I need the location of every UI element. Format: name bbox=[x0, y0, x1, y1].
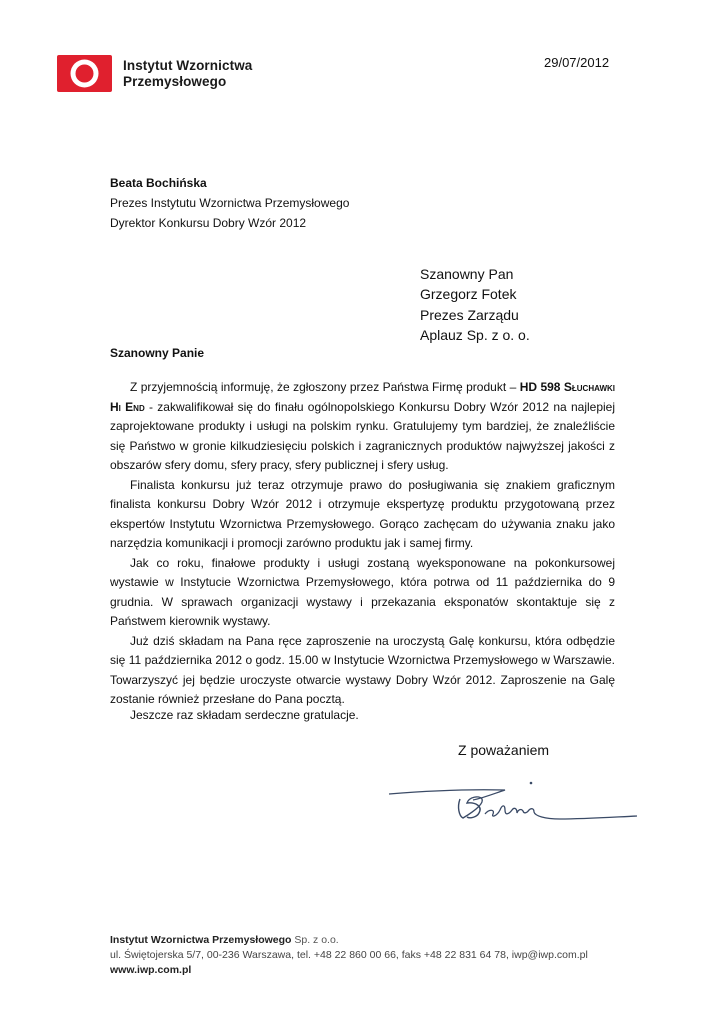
footer-company-suffix: Sp. z o.o. bbox=[291, 934, 339, 946]
logo-name-line1: Instytut Wzornictwa bbox=[123, 58, 253, 73]
logo-icon bbox=[57, 55, 112, 92]
footer-address: ul. Świętojerska 5/7, 00-236 Warszawa, tel. +48 22 860 00 66, faks +48 22 831 64 78, iwp@iwp.com.pl bbox=[110, 949, 588, 961]
product-name: HD 598 Słuchawki Hi End bbox=[110, 380, 615, 414]
paragraph-2: Finalista konkursu już teraz otrzymuje prawo do posługiwania się znakiem graficznym finalista konkursu Dobry Wzór 2012 i otrzymuje ekspertyzę produktu przygotowaną przez ekspertów Instytutu Wzornictwa Przemysłowego. Gorąco zachęcam do używania znaku jako narzędzia komunikacji i promocji zarówno produktu jak i samej firmy. bbox=[110, 477, 615, 550]
closing-line: Jeszcze raz składam serdeczne gratulacje. bbox=[130, 708, 359, 722]
footer-company bbox=[110, 934, 339, 946]
salutation: Szanowny Panie bbox=[110, 346, 205, 360]
recipient-name: Grzegorz Fotek bbox=[420, 286, 517, 302]
recipient-greeting: Szanowny Pan bbox=[420, 266, 514, 282]
footer-company-name: Instytut Wzornictwa Przemysłowego bbox=[110, 934, 292, 946]
paragraph-1-intro: Z przyjemnością informuję, że zgłoszony przez Państwa Firmę produkt – bbox=[130, 380, 520, 394]
sender-title: Prezes Instytutu Wzornictwa Przemysłowego bbox=[110, 196, 350, 210]
recipient-title: Prezes Zarządu bbox=[420, 307, 519, 323]
paragraph-3: Jak co roku, finałowe produkty i usługi zostaną wyeksponowane na pokonkursowej wystawie w Instytucie Wzornictwa Przemysłowego, która potrwa od 11 października do 9 grudnia. W sprawach organizacji wystawy i przekazania eksponatów skontaktuje się z Państwem kierownik wystawy. bbox=[110, 555, 615, 628]
paragraph-1 bbox=[110, 378, 615, 476]
sender-role: Dyrektor Konkursu Dobry Wzór 2012 bbox=[110, 216, 307, 230]
sender-name: Beata Bochińska bbox=[110, 176, 207, 190]
signature-image bbox=[385, 772, 640, 827]
logo-name-line2: Przemysłowego bbox=[123, 74, 227, 89]
paragraph-4: Już dziś składam na Pana ręce zaproszenie na uroczystą Galę konkursu, która odbędzie się 11 października 2012 o godz. 15.00 w Instytucie Wzornictwa Przemysłowego w Warszawie. Towarzyszyć jej będzie uroczyste otwarcie wystawy Dobry Wzór 2012. Zaproszenie na Galę zostanie również przesłane do Pana pocztą. bbox=[110, 633, 615, 706]
letter-date: 29/07/2012 bbox=[544, 55, 610, 70]
footer-website[interactable]: www.iwp.com.pl bbox=[110, 964, 192, 976]
recipient-company: Aplauz Sp. z o. o. bbox=[420, 327, 530, 343]
paragraph-1-rest: - zakwalifikował się do finału ogólnopolskiego Konkursu Dobry Wzór 2012 na najlepiej zaprojektowane produkty i usługi na polskim rynku. Gratulujemy tym bardziej, że znaleźliście się Państwo w gronie kilkudziesięciu polskich i zagranicznych produktów najwyższej jakości z obszarów sfery domu, sfery pracy, sfery publicznej i sfery usług. bbox=[110, 399, 616, 472]
regards: Z poważaniem bbox=[458, 742, 550, 758]
letter-body bbox=[110, 378, 615, 710]
